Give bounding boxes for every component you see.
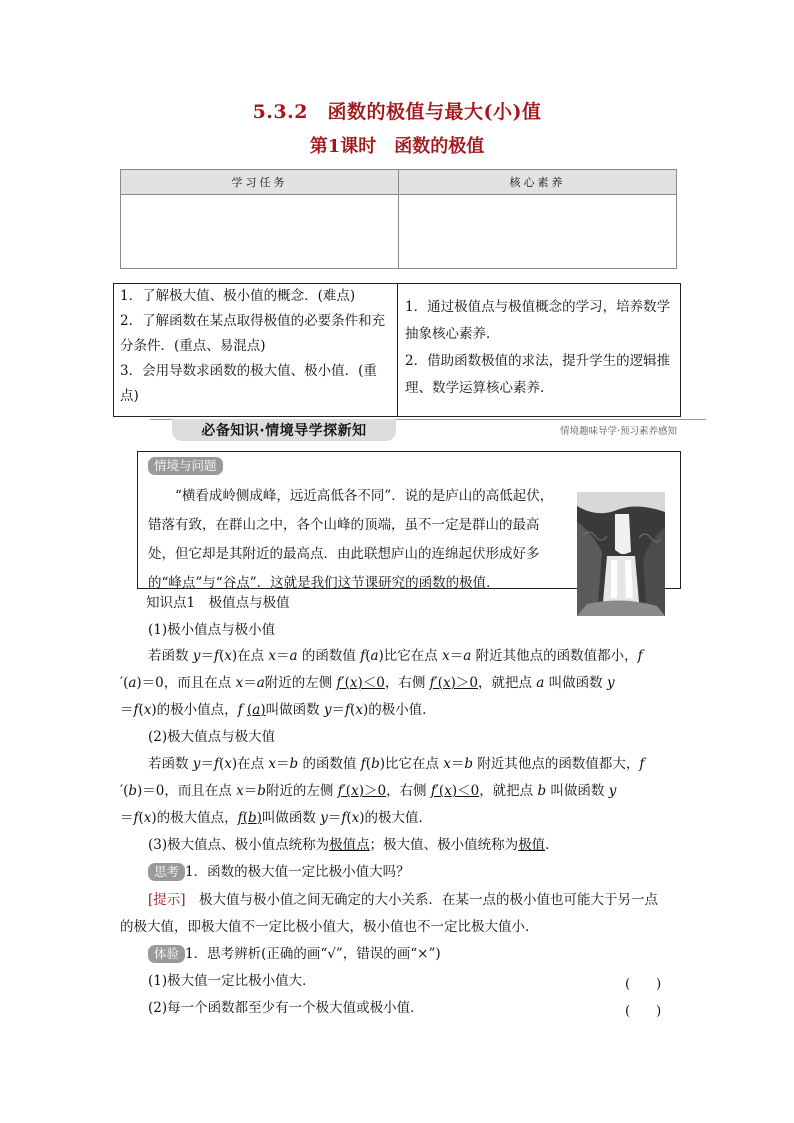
scenario-tag: 情境与问题 [148, 457, 223, 475]
literacy-item: 1．通过极值点与极值概念的学习，培养数学抽象核心素养． [405, 299, 671, 342]
min-definition-line2: ′(a)＝0，而且在点 x＝a附近的左侧 f′(x)＜0，右侧 f′(x)＞0，就把点 a 叫做函数 y [120, 675, 615, 691]
practice-item: (1)极大值一定比极小值大． [148, 973, 316, 989]
min-definition-line1: 若函数 y＝f(x)在点 x＝a 的函数值 f(a)比它在点 x＝a 附近其他点的函数值都小，f [148, 648, 643, 664]
knowledge-point-title: 知识点1 极值点与极值 [146, 595, 290, 611]
think-question: 思考 1．函数的极大值一定比极小值大吗？ [148, 862, 410, 882]
task-item: 3．会用导数求函数的极大值、极小值．(重点) [120, 363, 377, 404]
max-definition-line1: 若函数 y＝f(x)在点 x＝b 的函数值 f(b)比它在点 x＝b 附近其他点的函数值都大，f [148, 756, 645, 772]
hint-line2: 的极大值，即极大值不一定比极小值大，极小值也不一定比极大值小． [120, 919, 539, 935]
literacy-column-header: 核心素养 [399, 170, 676, 194]
task-item: 2．了解函数在某点取得极值的必要条件和充分条件．(重点、易混点) [120, 313, 386, 354]
practice-item: (2)每一个函数都至少有一个极大值或极小值． [148, 1000, 424, 1016]
lesson-subtitle: 第1课时 函数的极值 [309, 136, 485, 157]
tasks-column-header: 学习任务 [121, 170, 398, 194]
max-definition-line2: ′(b)＝0，而且在点 x＝b附近的左侧 f′(x)＞0，右侧 f′(x)＜0，就把点 b 叫做函数 y [120, 783, 617, 799]
task-item: 1．了解极大值、极小值的概念．(难点) [120, 288, 356, 304]
hint-line1: [提示] 极大值与极小值之间无确定的大小关系．在某一点的极小值也可能大于另一点 [148, 892, 659, 908]
scenario-text: “横看成岭侧成峰，远近高低各不同”．说的是庐山的高低起伏，错落有致，在群山之中，各个山峰的顶端，虽不一定是群山的最高处，但它却是其附近的最高点．由此联想庐山的连绵起伏形成好多的“峰点”与“谷点”．这就是我们这节课研究的函数的极值． [148, 488, 554, 591]
section-note: 情境趣味导学·预习素养感知 [560, 426, 678, 437]
min-subheading: (1)极小值点与极小值 [148, 622, 276, 638]
think-tag: 思考 [148, 863, 185, 881]
practice-title: 体验 1．思考辨析(正确的画“√”，错误的画“×”) [148, 944, 441, 964]
scenario-box [137, 451, 681, 589]
section-banner: 必备知识·情境导学探新知 [172, 419, 396, 441]
min-definition-line3: ＝f(x)的极小值点，f (a)叫做函数 y＝f(x)的极小值． [120, 702, 436, 718]
objectives-table [113, 283, 681, 417]
term-extreme-value: 极值 [518, 837, 546, 853]
answer-blank[interactable]: ( ) [625, 1004, 662, 1019]
objectives-table-header [120, 169, 677, 269]
lesson-title: 5.3.2 函数的极值与最大(小)值 [252, 101, 542, 123]
literacy-item: 2．借助函数极值的求法，提升学生的逻辑推理、数学运算核心素养． [405, 353, 671, 396]
extremum-summary: (3)极大值点、极小值点统称为极值点；极大值、极小值统称为极值． [148, 837, 559, 853]
max-definition-line3: ＝f(x)的极大值点，f(b)叫做函数 y＝f(x)的极大值． [120, 810, 433, 826]
literacy-cell [405, 294, 673, 416]
practice-tag: 体验 [148, 945, 185, 963]
answer-blank[interactable]: ( ) [625, 977, 662, 992]
hint-tag: [提示] [148, 892, 186, 908]
term-extreme-point: 极值点 [329, 837, 370, 853]
tasks-cell [120, 284, 390, 416]
waterfall-photo [577, 492, 665, 616]
max-subheading: (2)极大值点与极大值 [148, 729, 276, 745]
